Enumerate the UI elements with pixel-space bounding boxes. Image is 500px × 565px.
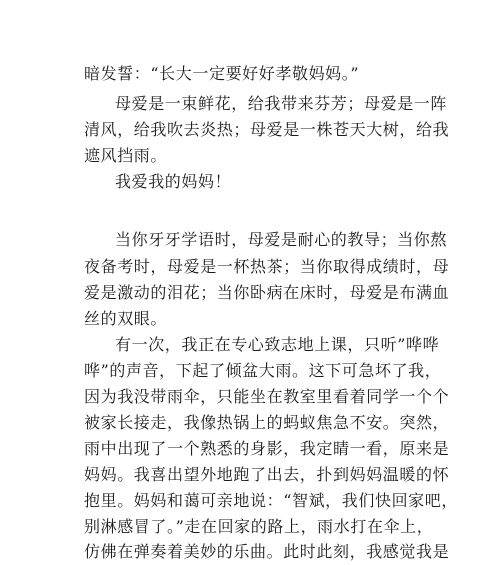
paragraph-4-line-2: 夜备考时，母爱是一杯热茶；当你取得成绩时，母 xyxy=(84,257,450,276)
paragraph-5-line-5: 雨中出现了一个熟悉的身影，我定睛一看，原来是 xyxy=(84,439,450,458)
paragraph-3-line-1: 我爱我的妈妈！ xyxy=(115,172,232,191)
paragraph-4-line-3: 爱是激动的泪花；当你卧病在床时，母爱是布满血 xyxy=(84,283,450,302)
paragraph-5-line-1: 有一次，我正在专心致志地上课，只听”哗哗 xyxy=(115,335,440,354)
paragraph-2-line-1: 母爱是一束鲜花，给我带来芬芳；母爱是一阵 xyxy=(115,94,448,113)
paragraph-2-line-3: 遮风挡雨。 xyxy=(84,146,168,165)
paragraph-5-line-6: 妈妈。我喜出望外地跑了出去，扑到妈妈温暖的怀 xyxy=(84,465,450,484)
paragraph-1-line-1: 暗发誓：“长大一定要好好孝敬妈妈。” xyxy=(84,64,360,83)
paragraph-5-line-3: 因为我没带雨伞，只能坐在教室里看着同学一个个 xyxy=(84,387,450,406)
paragraph-5-line-7: 抱里。妈妈和蔼可亲地说：“智斌，我们快回家吧， xyxy=(84,491,458,510)
paragraph-5-line-8: 别淋感冒了。”走在回家的路上，雨水打在伞上， xyxy=(84,517,434,536)
paragraph-5-line-9: 仿佛在弹奏着美妙的乐曲。此时此刻，我感觉我是 xyxy=(84,542,450,561)
paragraph-5-line-4: 被家长接走，我像热锅上的蚂蚁焦急不安。突然， xyxy=(84,413,450,432)
paragraph-4-line-4: 丝的双眼。 xyxy=(84,309,168,328)
paragraph-2-line-2: 清风，给我吹去炎热；母爱是一株苍天大树，给我 xyxy=(84,120,450,139)
paragraph-4-line-1: 当你牙牙学语时，母爱是耐心的教导；当你熬 xyxy=(115,230,448,249)
paragraph-5-line-2: 哗”的声音，下起了倾盆大雨。这下可急坏了我， xyxy=(84,361,442,380)
